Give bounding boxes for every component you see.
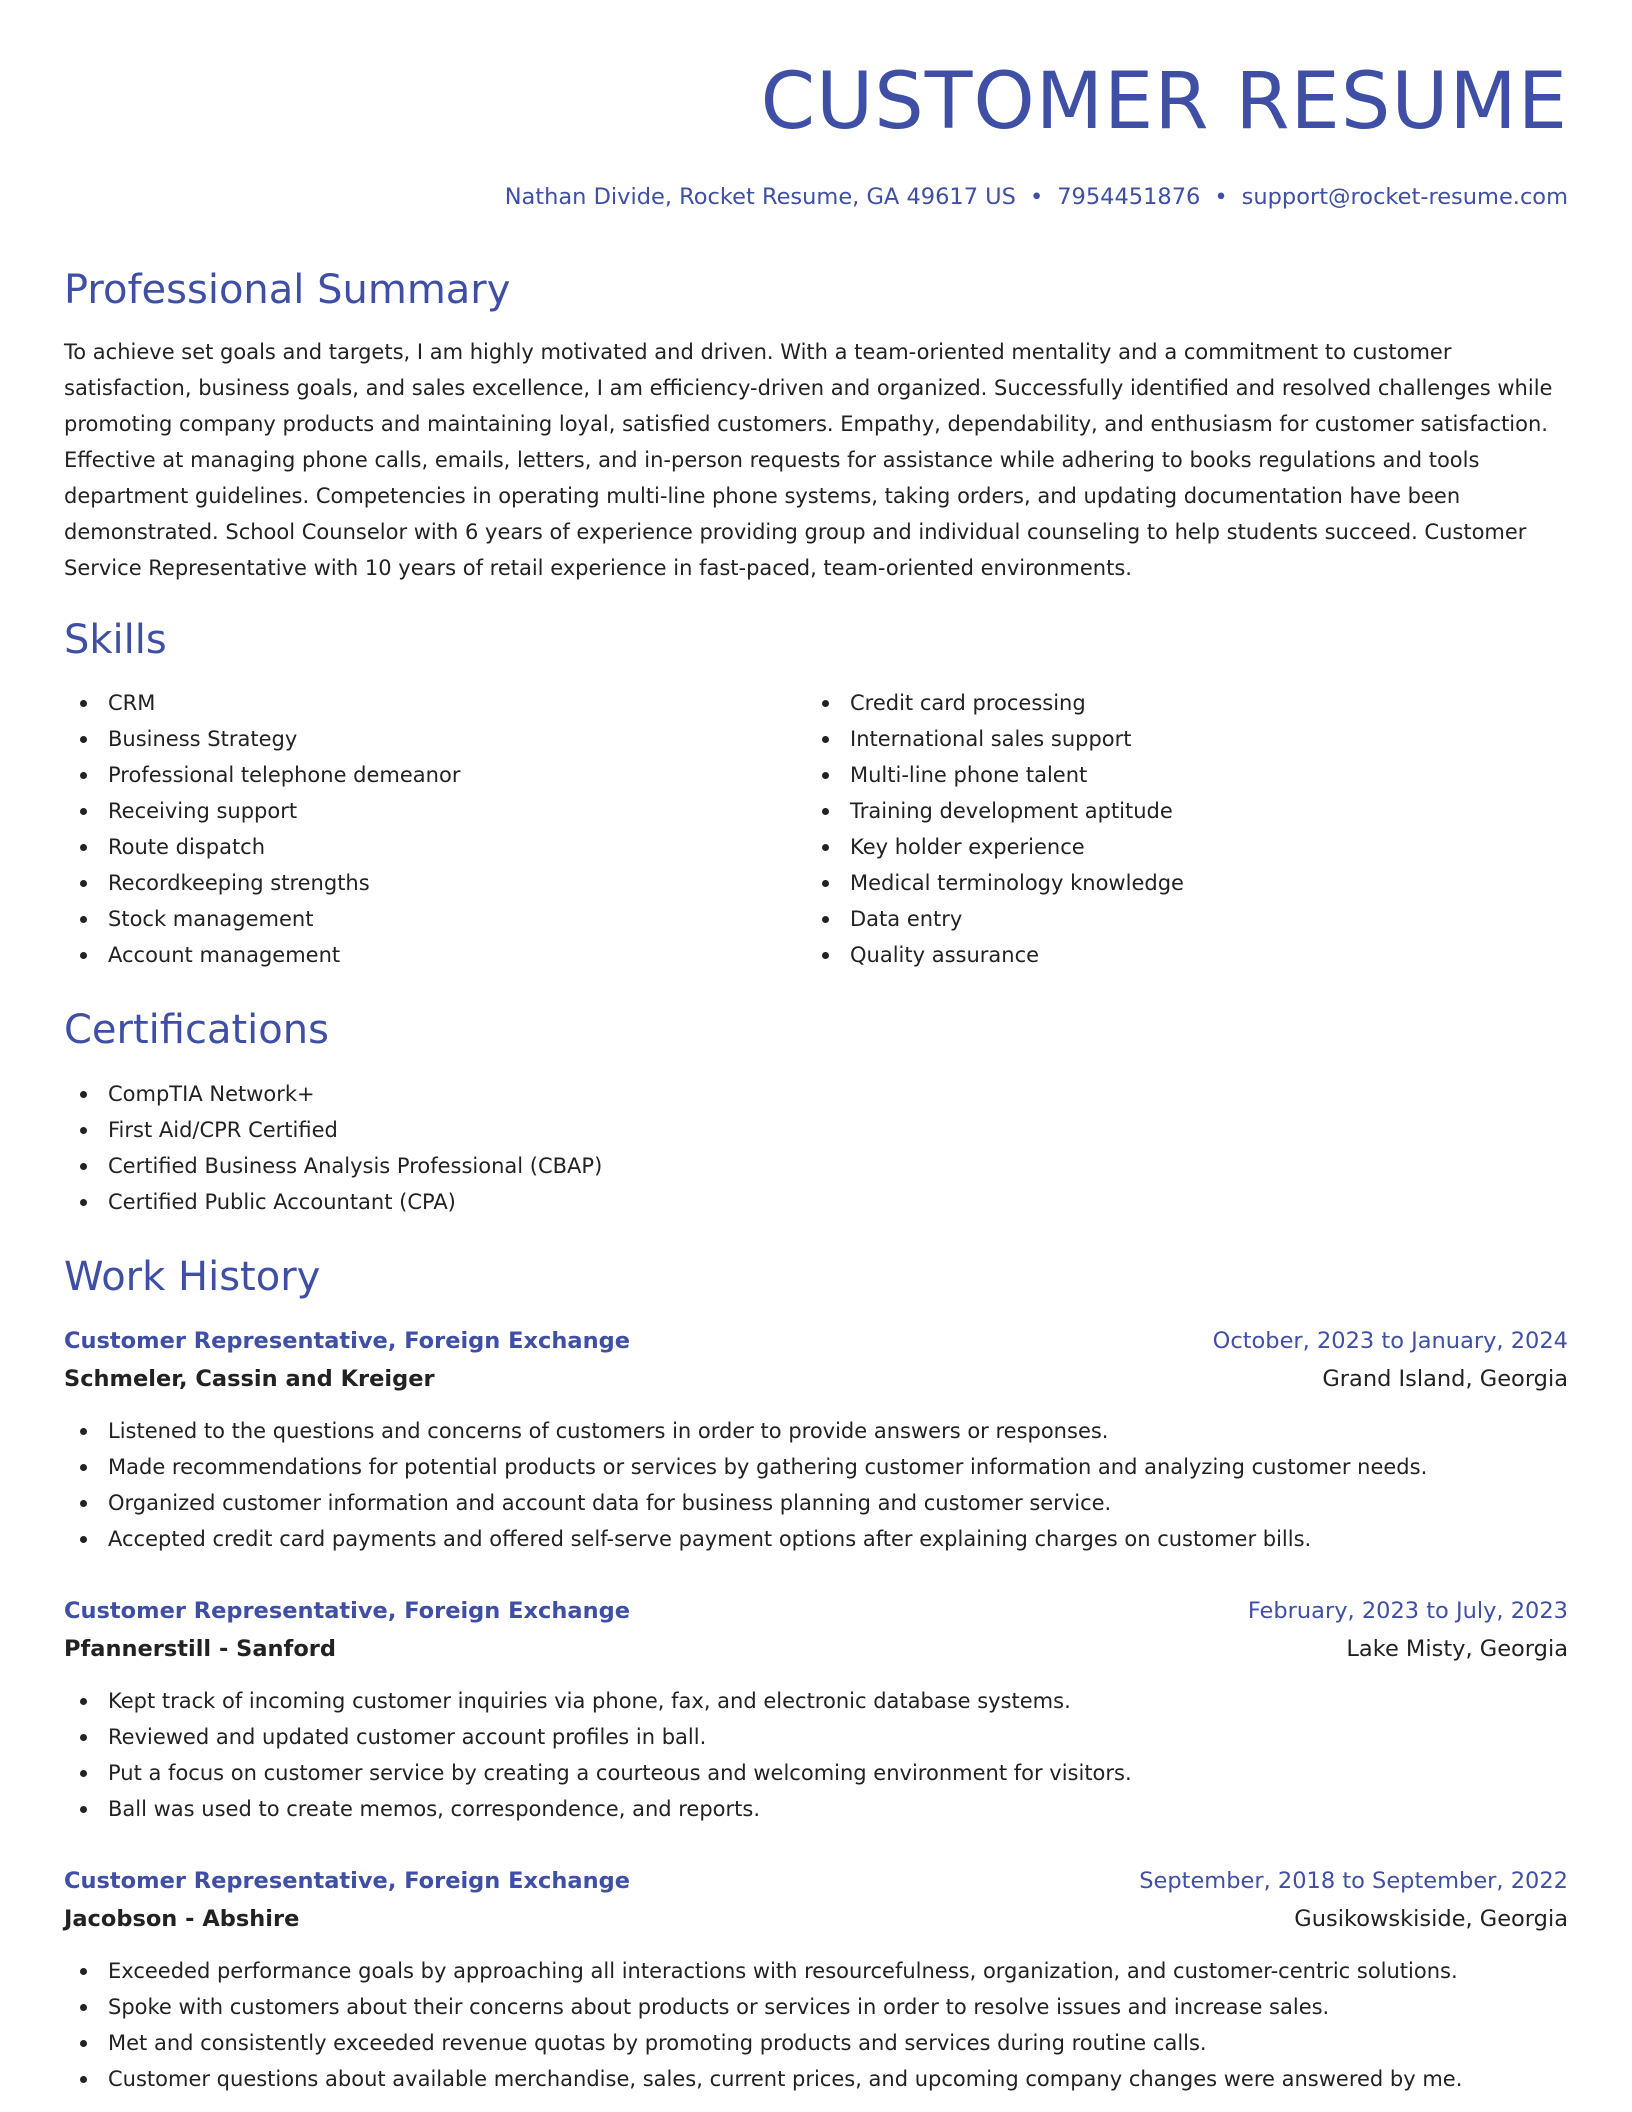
- job-title: Customer Representative, Foreign Exchange: [64, 1598, 630, 1624]
- skill-item: Key holder experience: [806, 829, 1184, 865]
- contact-separator: •: [1214, 184, 1228, 210]
- skill-item: Receiving support: [64, 793, 460, 829]
- contact-line: [505, 180, 1568, 214]
- job-duty: Reviewed and updated customer account profiles in ball.: [64, 1719, 1568, 1755]
- job-entry: [64, 1862, 1568, 2097]
- skill-item: Quality assurance: [806, 937, 1184, 973]
- certifications-heading: Certifications: [64, 1007, 329, 1053]
- job-location: Grand Island, Georgia: [1322, 1366, 1568, 1392]
- skill-item: Credit card processing: [806, 685, 1184, 721]
- certifications-list: [64, 1076, 602, 1220]
- job-dates: October, 2023 to January, 2024: [1212, 1328, 1568, 1354]
- job-duty: Met and consistently exceeded revenue quotas by promoting products and services during routine calls.: [64, 2025, 1568, 2061]
- job-entry: [64, 1592, 1568, 1827]
- work-history-heading: Work History: [64, 1254, 321, 1300]
- job-location: Lake Misty, Georgia: [1346, 1636, 1568, 1662]
- contact-email: support@rocket-resume.com: [1241, 184, 1568, 210]
- summary-heading: Professional Summary: [64, 267, 511, 313]
- skill-item: Business Strategy: [64, 721, 460, 757]
- job-title: Customer Representative, Foreign Exchange: [64, 1868, 630, 1894]
- skill-item: Medical terminology knowledge: [806, 865, 1184, 901]
- skill-item: Stock management: [64, 901, 460, 937]
- job-dates: September, 2018 to September, 2022: [1139, 1868, 1568, 1894]
- job-duties-list: [64, 1683, 1568, 1827]
- job-duty: Spoke with customers about their concerns about products or services in order to resolve issues and increase sales.: [64, 1989, 1568, 2025]
- contact-separator: •: [1029, 184, 1044, 210]
- skill-item: Multi-line phone talent: [806, 757, 1184, 793]
- job-duties-list: [64, 1953, 1568, 2097]
- skill-item: Professional telephone demeanor: [64, 757, 460, 793]
- skill-item: Training development aptitude: [806, 793, 1184, 829]
- job-title: Customer Representative, Foreign Exchange: [64, 1328, 630, 1354]
- job-duty: Ball was used to create memos, correspondence, and reports.: [64, 1791, 1568, 1827]
- job-company: Jacobson - Abshire: [64, 1906, 300, 1932]
- skill-item: CRM: [64, 685, 460, 721]
- job-duty: Exceeded performance goals by approaching all interactions with resourcefulness, organization, and customer-centric solutions.: [64, 1953, 1568, 1989]
- job-company: Schmeler, Cassin and Kreiger: [64, 1366, 435, 1392]
- job-company: Pfannerstill - Sanford: [64, 1636, 336, 1662]
- skills-list-left: [64, 685, 460, 973]
- summary-text: To achieve set goals and targets, I am highly motivated and driven. With a team-oriented mentality and a commitment to customer satisfaction, business goals, and sales excellence, I am efficiency-driven and organized. Successfully identified and resolved challenges while promoting company products and maintaining loyal, satisfied customers. Empathy, dependability, and enthusiasm for customer satisfaction. Effective at managing phone calls, emails, letters, and in-person requests for assistance while adhering to books regulations and tools department guidelines. Competencies in operating multi-line phone systems, taking orders, and updating documentation have been demonstrated. School Counselor with 6 years of experience providing group and individual counseling to help students succeed. Customer Service Representative with 10 years of retail experience in fast-paced, team-oriented environments.: [64, 340, 1553, 580]
- skills-heading: Skills: [64, 617, 167, 663]
- skill-item: Data entry: [806, 901, 1184, 937]
- job-duty: Kept track of incoming customer inquiries via phone, fax, and electronic database systems.: [64, 1683, 1568, 1719]
- skill-item: Account management: [64, 937, 460, 973]
- contact-phone: 7954451876: [1057, 184, 1201, 210]
- resume-title: CUSTOMER RESUME: [760, 57, 1568, 147]
- skill-item: Route dispatch: [64, 829, 460, 865]
- job-duty: Organized customer information and account data for business planning and customer service.: [64, 1485, 1568, 1521]
- certification-item: Certified Public Accountant (CPA): [64, 1184, 602, 1220]
- skill-item: International sales support: [806, 721, 1184, 757]
- certification-item: Certified Business Analysis Professional (CBAP): [64, 1148, 602, 1184]
- job-dates: February, 2023 to July, 2023: [1247, 1598, 1568, 1624]
- job-duty: Listened to the questions and concerns of customers in order to provide answers or responses.: [64, 1413, 1568, 1449]
- job-duties-list: [64, 1413, 1568, 1557]
- job-duty: Customer questions about available merchandise, sales, current prices, and upcoming company changes were answered by me.: [64, 2061, 1568, 2097]
- certification-item: First Aid/CPR Certified: [64, 1112, 602, 1148]
- job-duty: Made recommendations for potential products or services by gathering customer information and analyzing customer needs.: [64, 1449, 1568, 1485]
- skill-item: Recordkeeping strengths: [64, 865, 460, 901]
- contact-address: Nathan Divide, Rocket Resume, GA 49617 US: [504, 184, 1016, 210]
- job-duty: Accepted credit card payments and offered self-serve payment options after explaining charges on customer bills.: [64, 1521, 1568, 1557]
- job-entry: [64, 1322, 1568, 1557]
- certification-item: CompTIA Network+: [64, 1076, 602, 1112]
- job-duty: Put a focus on customer service by creating a courteous and welcoming environment for visitors.: [64, 1755, 1568, 1791]
- skills-list-right: [806, 685, 1184, 973]
- job-location: Gusikowskiside, Georgia: [1294, 1906, 1568, 1932]
